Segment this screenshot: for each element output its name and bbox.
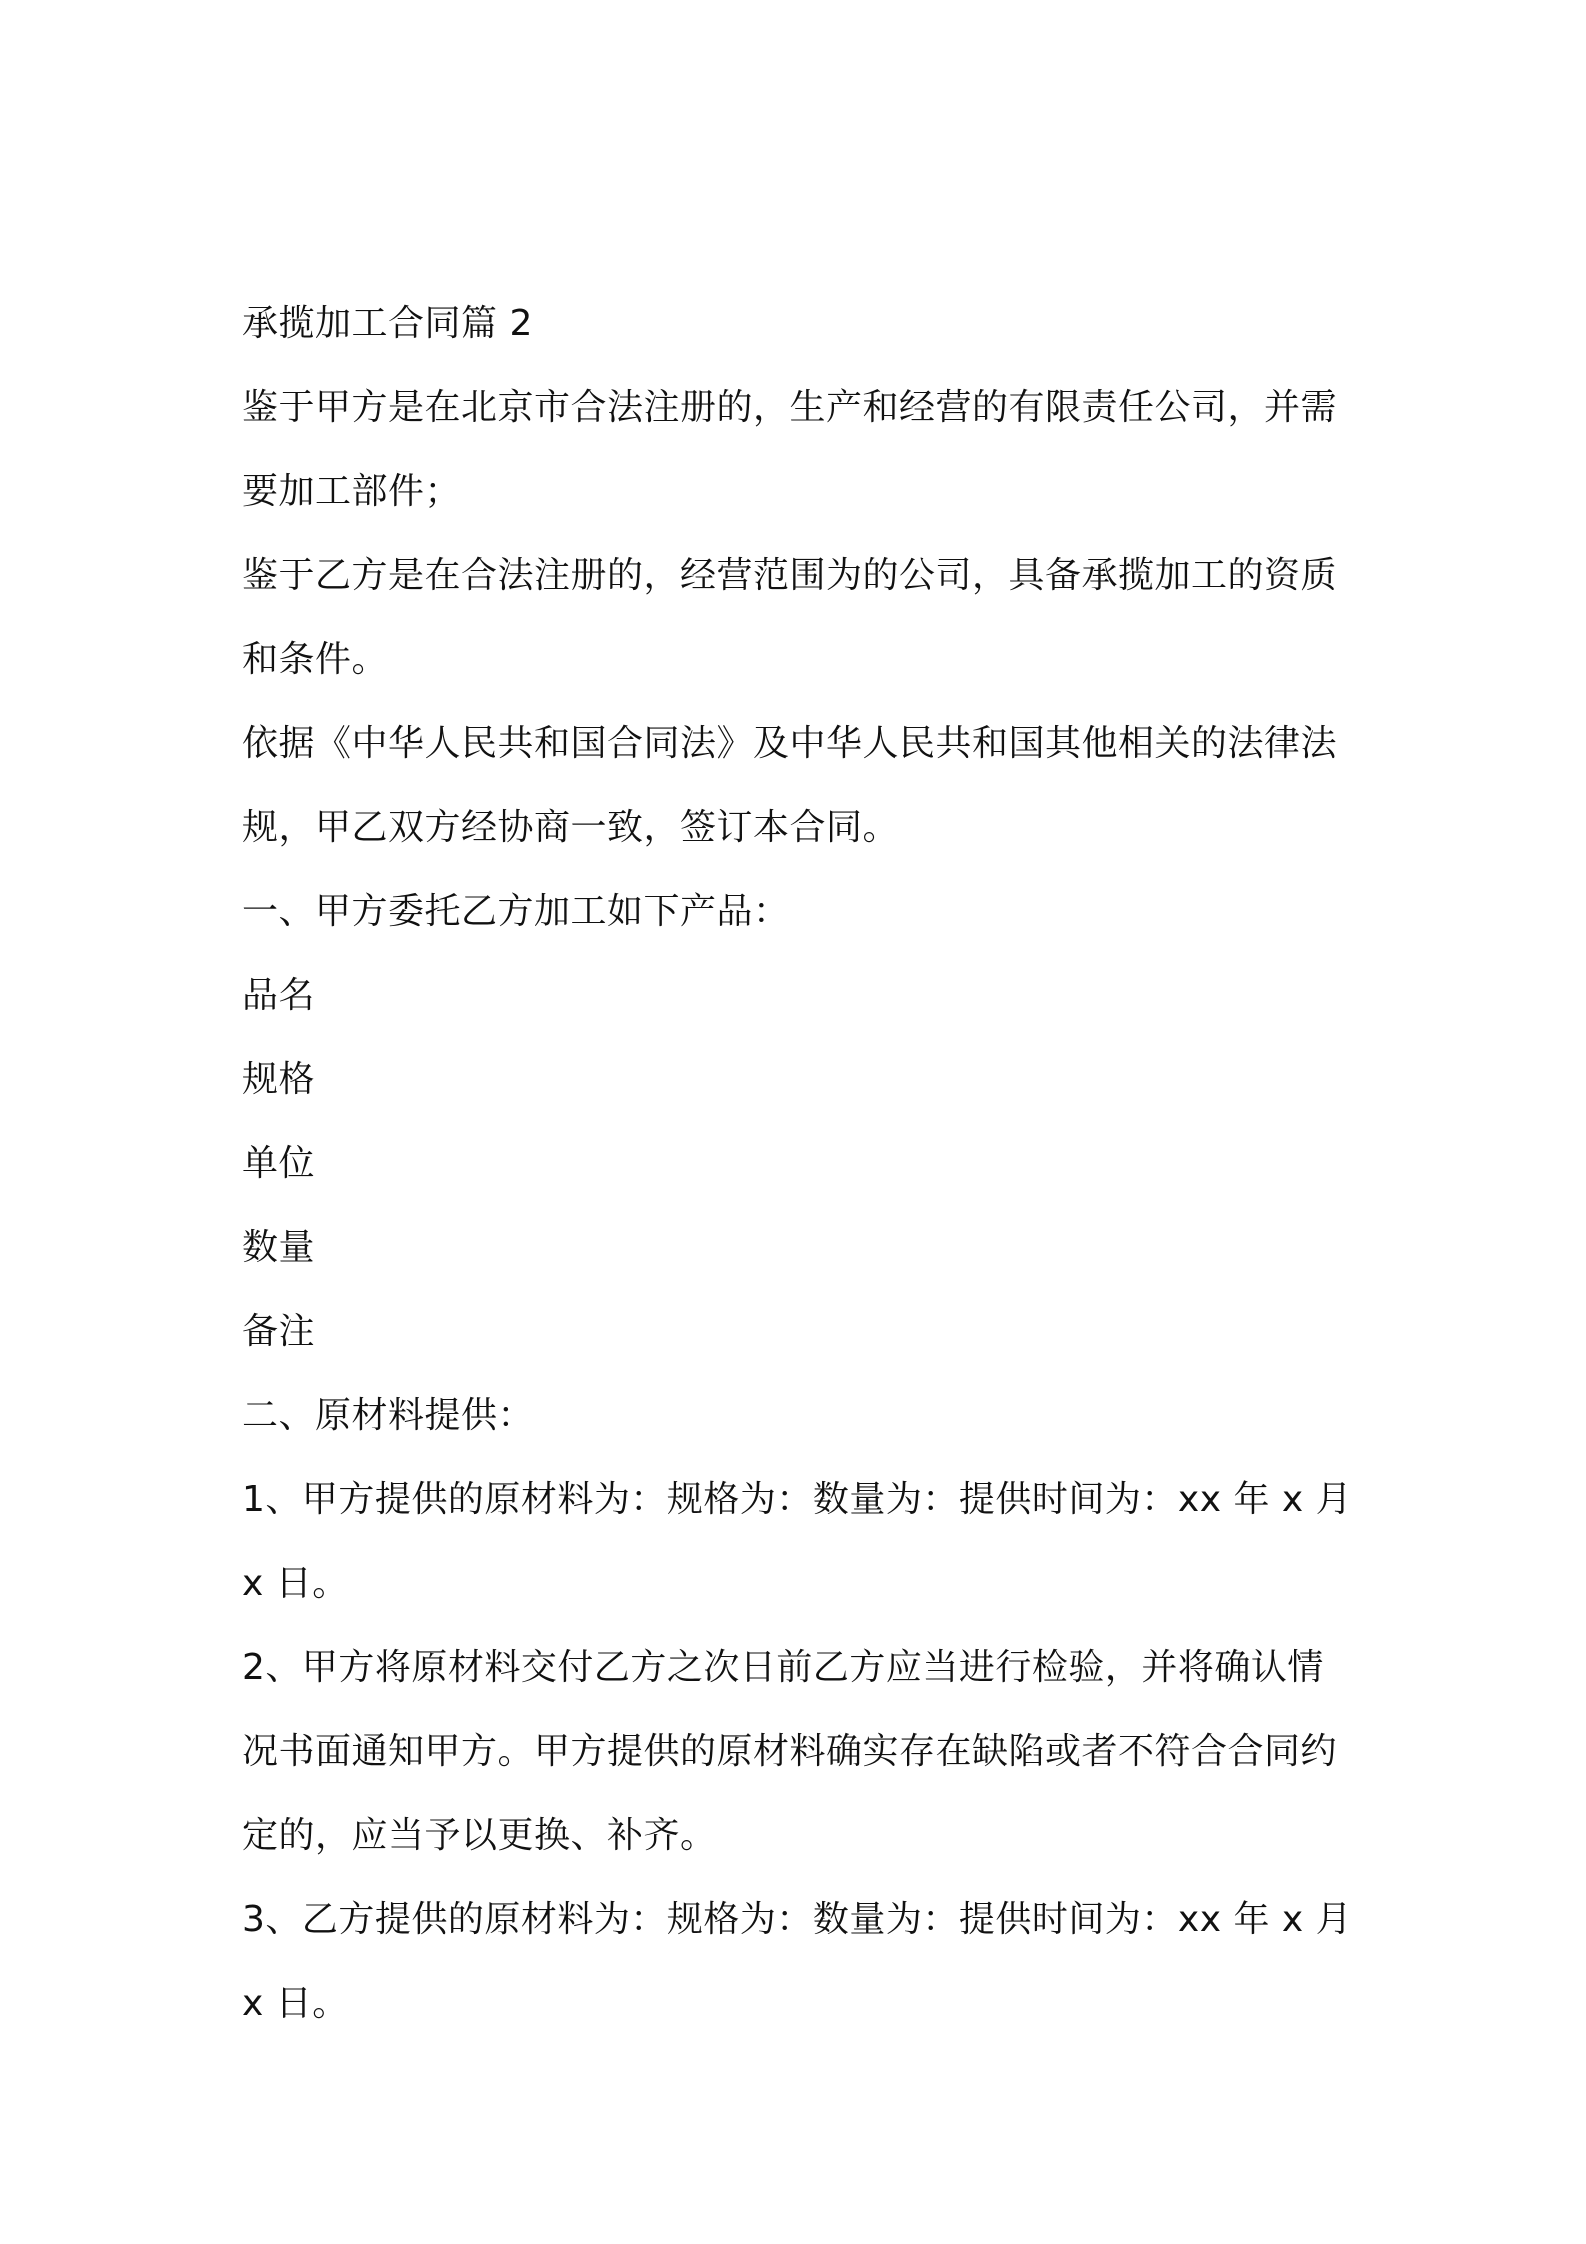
text-line: 3、乙方提供的原材料为：规格为：数量为：提供时间为：xx 年 x 月 (242, 1899, 1353, 1940)
text-line: 鉴于甲方是在北京市合法注册的，生产和经营的有限责任公司，并需 (242, 387, 1338, 428)
text-line: 1、甲方提供的原材料为：规格为：数量为：提供时间为：xx 年 x 月 (242, 1479, 1353, 1520)
text-line: x 日。 (242, 1563, 349, 1604)
text-line: 要加工部件； (242, 471, 462, 512)
clause-1 (242, 1458, 1362, 1626)
text-line: 2、甲方将原材料交付乙方之次日前乙方应当进行检验，并将确认情 (242, 1647, 1324, 1688)
field-label-product-name: 品名 (242, 975, 316, 1016)
text-line: 依据《中华人民共和国合同法》及中华人民共和国其他相关的法律法 (242, 723, 1338, 764)
clause-2 (242, 1626, 1362, 1878)
text-line: 和条件。 (242, 639, 389, 680)
paragraph-legal-basis (242, 702, 1362, 870)
text-line: 定的，应当予以更换、补齐。 (242, 1815, 717, 1856)
field-label-quantity: 数量 (242, 1227, 316, 1268)
paragraph-whereas-party-b (242, 534, 1362, 702)
document-title: 承揽加工合同篇 2 (242, 303, 533, 344)
paragraph-whereas-party-a (242, 366, 1362, 534)
field-label-remarks: 备注 (242, 1311, 316, 1352)
clause-3 (242, 1878, 1362, 2046)
text-line: 况书面通知甲方。甲方提供的原材料确实存在缺陷或者不符合合同约 (242, 1731, 1338, 1772)
text-line: 规，甲乙双方经协商一致，签订本合同。 (242, 807, 900, 848)
field-label-specification: 规格 (242, 1059, 316, 1100)
document-body (242, 282, 1362, 2046)
text-line: 鉴于乙方是在合法注册的，经营范围为的公司，具备承揽加工的资质 (242, 555, 1338, 596)
field-label-unit: 单位 (242, 1143, 316, 1184)
section-heading-products: 一、甲方委托乙方加工如下产品： (242, 891, 790, 932)
section-heading-materials: 二、原材料提供： (242, 1395, 535, 1436)
text-line: x 日。 (242, 1983, 349, 2024)
